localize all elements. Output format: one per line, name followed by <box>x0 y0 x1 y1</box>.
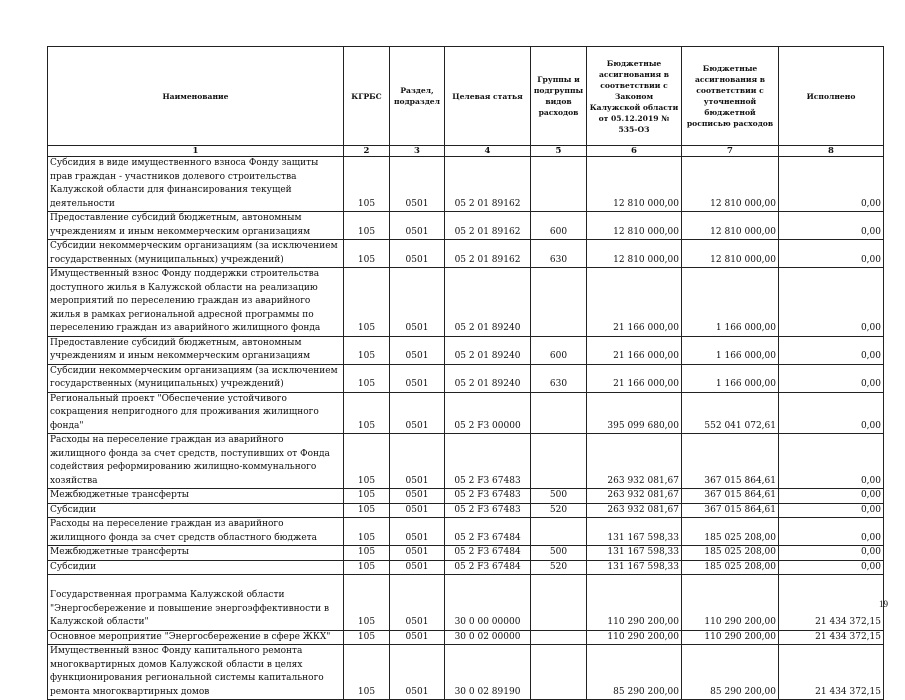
cell-section: 0501 <box>390 364 445 392</box>
cell-law-amount: 131 167 598,33 <box>587 546 682 561</box>
cell-group: 520 <box>531 503 587 518</box>
cell-group: 500 <box>531 546 587 561</box>
header-target: Целевая статья <box>445 47 531 146</box>
cell-refined-amount: 552 041 072,61 <box>682 392 779 434</box>
cell-executed-amount: 0,00 <box>779 434 884 489</box>
cell-kgrbs: 105 <box>344 560 390 575</box>
cell-law-amount: 21 166 000,00 <box>587 268 682 337</box>
cell-group <box>531 268 587 337</box>
cell-group <box>531 434 587 489</box>
cell-executed-amount: 21 434 372,15 <box>779 645 884 700</box>
cell-group <box>531 518 587 546</box>
cell-refined-amount: 1 166 000,00 <box>682 364 779 392</box>
cell-section: 0501 <box>390 518 445 546</box>
column-number: 3 <box>390 146 445 157</box>
cell-refined-amount: 1 166 000,00 <box>682 268 779 337</box>
cell-law-amount: 110 290 200,00 <box>587 575 682 631</box>
cell-executed-amount: 0,00 <box>779 518 884 546</box>
cell-refined-amount: 1 166 000,00 <box>682 336 779 364</box>
cell-section: 0501 <box>390 392 445 434</box>
cell-name: Субсидии некоммерческим организациям (за исключением государственных (муниципальных) учреждений) <box>48 364 344 392</box>
cell-kgrbs: 105 <box>344 645 390 700</box>
cell-kgrbs: 105 <box>344 434 390 489</box>
cell-group <box>531 392 587 434</box>
cell-group: 520 <box>531 560 587 575</box>
cell-law-amount: 21 166 000,00 <box>587 364 682 392</box>
cell-target: 05 2 01 89240 <box>445 268 531 337</box>
cell-kgrbs: 105 <box>344 575 390 631</box>
cell-refined-amount: 185 025 208,00 <box>682 560 779 575</box>
cell-name: Региональный проект "Обеспечение устойчивого сокращения непригодного для проживания жилищного фонда" <box>48 392 344 434</box>
cell-target: 05 2 01 89162 <box>445 157 531 212</box>
cell-section: 0501 <box>390 240 445 268</box>
cell-section: 0501 <box>390 434 445 489</box>
cell-law-amount: 21 166 000,00 <box>587 336 682 364</box>
cell-law-amount: 12 810 000,00 <box>587 240 682 268</box>
cell-executed-amount: 21 434 372,15 <box>779 630 884 645</box>
budget-table <box>47 46 884 700</box>
cell-refined-amount: 110 290 200,00 <box>682 630 779 645</box>
cell-executed-amount: 0,00 <box>779 212 884 240</box>
table-row <box>48 503 884 518</box>
cell-refined-amount: 367 015 864,61 <box>682 489 779 504</box>
cell-name: Межбюджетные трансферты <box>48 489 344 504</box>
table-row <box>48 560 884 575</box>
cell-group <box>531 575 587 631</box>
cell-group: 600 <box>531 336 587 364</box>
cell-name: Имущественный взнос Фонду капитального ремонта многоквартирных домов Калужской области в целях функционирования региональной системы капитального ремонта многоквартирных домов <box>48 645 344 700</box>
cell-law-amount: 131 167 598,33 <box>587 560 682 575</box>
column-number: 4 <box>445 146 531 157</box>
cell-name: Имущественный взнос Фонду поддержки строительства доступного жилья в Калужской области на реализацию мероприятий по переселению граждан из аварийного жилья в рамках региональной адресной программы по переселению граждан из аварийного жилищного фонда <box>48 268 344 337</box>
cell-target: 05 2 01 89240 <box>445 336 531 364</box>
column-number: 8 <box>779 146 884 157</box>
cell-section: 0501 <box>390 157 445 212</box>
cell-executed-amount: 0,00 <box>779 364 884 392</box>
cell-section: 0501 <box>390 630 445 645</box>
cell-section: 0501 <box>390 503 445 518</box>
cell-kgrbs: 105 <box>344 240 390 268</box>
cell-section: 0501 <box>390 212 445 240</box>
table-row <box>48 489 884 504</box>
cell-target: 05 2 01 89162 <box>445 240 531 268</box>
column-number: 6 <box>587 146 682 157</box>
cell-section: 0501 <box>390 546 445 561</box>
cell-executed-amount: 0,00 <box>779 268 884 337</box>
cell-group: 500 <box>531 489 587 504</box>
header-executed: Исполнено <box>779 47 884 146</box>
cell-executed-amount: 0,00 <box>779 157 884 212</box>
cell-section: 0501 <box>390 575 445 631</box>
cell-law-amount: 12 810 000,00 <box>587 157 682 212</box>
cell-law-amount: 85 290 200,00 <box>587 645 682 700</box>
cell-target: 05 2 01 89162 <box>445 212 531 240</box>
cell-kgrbs: 105 <box>344 364 390 392</box>
header-name: Наименование <box>48 47 344 146</box>
cell-name: Субсидия в виде имущественного взноса Фонду защиты прав граждан - участников долевого строительства Калужской области для финансирования текущей деятельности <box>48 157 344 212</box>
cell-kgrbs: 105 <box>344 518 390 546</box>
table-row <box>48 630 884 645</box>
cell-law-amount: 131 167 598,33 <box>587 518 682 546</box>
cell-section: 0501 <box>390 560 445 575</box>
table-body <box>48 157 884 700</box>
cell-target: 30 0 02 00000 <box>445 630 531 645</box>
cell-group <box>531 645 587 700</box>
table-row <box>48 212 884 240</box>
cell-name: Субсидии некоммерческим организациям (за исключением государственных (муниципальных) учреждений) <box>48 240 344 268</box>
cell-target: 30 0 00 00000 <box>445 575 531 631</box>
cell-name: Субсидии <box>48 560 344 575</box>
cell-group: 630 <box>531 364 587 392</box>
cell-executed-amount: 0,00 <box>779 560 884 575</box>
cell-kgrbs: 105 <box>344 392 390 434</box>
cell-name: Предоставление субсидий бюджетным, автономным учреждениям и иным некоммерческим организациям <box>48 336 344 364</box>
cell-executed-amount: 0,00 <box>779 240 884 268</box>
cell-kgrbs: 105 <box>344 503 390 518</box>
cell-target: 05 2 F3 67483 <box>445 503 531 518</box>
cell-law-amount: 395 099 680,00 <box>587 392 682 434</box>
cell-group <box>531 157 587 212</box>
cell-refined-amount: 85 290 200,00 <box>682 645 779 700</box>
header-row <box>48 47 884 146</box>
cell-executed-amount: 0,00 <box>779 489 884 504</box>
cell-law-amount: 263 932 081,67 <box>587 503 682 518</box>
cell-kgrbs: 105 <box>344 336 390 364</box>
header-section: Раздел, подраздел <box>390 47 445 146</box>
cell-name: Основное мероприятие "Энергосбережение в сфере ЖКХ" <box>48 630 344 645</box>
cell-refined-amount: 185 025 208,00 <box>682 546 779 561</box>
table-row <box>48 392 884 434</box>
cell-section: 0501 <box>390 336 445 364</box>
cell-law-amount: 263 932 081,67 <box>587 434 682 489</box>
cell-executed-amount: 0,00 <box>779 336 884 364</box>
cell-kgrbs: 105 <box>344 489 390 504</box>
cell-executed-amount: 0,00 <box>779 546 884 561</box>
cell-law-amount: 12 810 000,00 <box>587 212 682 240</box>
table-row <box>48 268 884 337</box>
cell-target: 30 0 02 89190 <box>445 645 531 700</box>
cell-refined-amount: 185 025 208,00 <box>682 518 779 546</box>
table-row <box>48 434 884 489</box>
cell-name: Расходы на переселение граждан из аварийного жилищного фонда за счет средств, поступивших от Фонда содействия реформированию жилищно-коммунального хозяйства <box>48 434 344 489</box>
column-number: 5 <box>531 146 587 157</box>
cell-target: 05 2 F3 67483 <box>445 489 531 504</box>
cell-kgrbs: 105 <box>344 630 390 645</box>
cell-section: 0501 <box>390 645 445 700</box>
cell-section: 0501 <box>390 268 445 337</box>
cell-group: 630 <box>531 240 587 268</box>
column-number-row <box>48 146 884 157</box>
table-row <box>48 575 884 631</box>
cell-executed-amount: 21 434 372,15 <box>779 575 884 631</box>
cell-kgrbs: 105 <box>344 212 390 240</box>
cell-kgrbs: 105 <box>344 157 390 212</box>
cell-target: 05 2 F3 00000 <box>445 392 531 434</box>
table-row <box>48 240 884 268</box>
cell-law-amount: 110 290 200,00 <box>587 630 682 645</box>
cell-target: 05 2 01 89240 <box>445 364 531 392</box>
cell-refined-amount: 367 015 864,61 <box>682 503 779 518</box>
table-row <box>48 157 884 212</box>
cell-target: 05 2 F3 67483 <box>445 434 531 489</box>
cell-name: Межбюджетные трансферты <box>48 546 344 561</box>
column-number: 7 <box>682 146 779 157</box>
table-row <box>48 364 884 392</box>
cell-section: 0501 <box>390 489 445 504</box>
cell-executed-amount: 0,00 <box>779 503 884 518</box>
cell-group <box>531 630 587 645</box>
cell-refined-amount: 12 810 000,00 <box>682 212 779 240</box>
table-row <box>48 645 884 700</box>
cell-refined-amount: 12 810 000,00 <box>682 157 779 212</box>
header-law: Бюджетные ассигнования в соответствии с Законом Калужской области от 05.12.2019 № 535-ОЗ <box>587 47 682 146</box>
cell-target: 05 2 F3 67484 <box>445 546 531 561</box>
cell-kgrbs: 105 <box>344 268 390 337</box>
cell-name: Субсидии <box>48 503 344 518</box>
cell-kgrbs: 105 <box>344 546 390 561</box>
cell-target: 05 2 F3 67484 <box>445 518 531 546</box>
header-refined: Бюджетные ассигнования в соответствии с уточненной бюджетной росписью расходов <box>682 47 779 146</box>
page-number: 19 <box>879 599 888 609</box>
header-kgrbs: КГРБС <box>344 47 390 146</box>
cell-refined-amount: 367 015 864,61 <box>682 434 779 489</box>
cell-group: 600 <box>531 212 587 240</box>
header-groups: Группы и подгруппы видов расходов <box>531 47 587 146</box>
cell-law-amount: 263 932 081,67 <box>587 489 682 504</box>
cell-target: 05 2 F3 67484 <box>445 560 531 575</box>
table-row <box>48 336 884 364</box>
cell-name: Государственная программа Калужской области "Энергосбережение и повышение энергоэффективности в Калужской области" <box>48 575 344 631</box>
cell-name: Предоставление субсидий бюджетным, автономным учреждениям и иным некоммерческим организациям <box>48 212 344 240</box>
table-row <box>48 546 884 561</box>
cell-executed-amount: 0,00 <box>779 392 884 434</box>
cell-name: Расходы на переселение граждан из аварийного жилищного фонда за счет средств областного бюджета <box>48 518 344 546</box>
cell-refined-amount: 12 810 000,00 <box>682 240 779 268</box>
column-number: 2 <box>344 146 390 157</box>
cell-refined-amount: 110 290 200,00 <box>682 575 779 631</box>
table-row <box>48 518 884 546</box>
column-number: 1 <box>48 146 344 157</box>
